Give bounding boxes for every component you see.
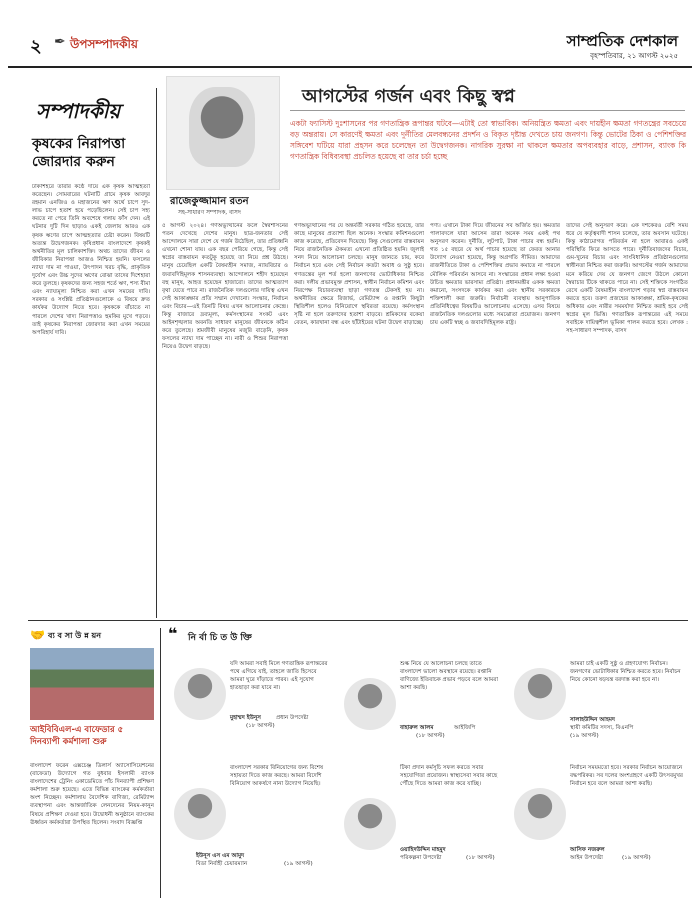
handshake-icon: 🤝 bbox=[30, 628, 45, 642]
article-col-4: তাদের সেই অনুসরণ করে। এক দশকেরও বেশি সময় ধরে যে কর্তৃত্ববাদী শাসন চলেছে, তার অবসান ঘটেছে। কিন্তু কাঠামোগত পরিবর্তন না হলে আবারও একই পরিস্থিতি ফিরে আসতে পারে। দুর্নীতিবাজদের বিচার, গুম-খুনের বিচার এবং সাংবিধানিক প্রতিষ্ঠানগুলোর স্বাধীনতা নিশ্চিত করা জরুরি। আগস্টের গর্জন আমাদের মনে করিয়ে দেয় যে জনগণ জেগে উঠলে কোনো স্বৈরাচার টিকে থাকতে পারে না। সেই শক্তিকে সংগঠিত রেখে একটি বৈষম্যহীন বাংলাদেশ গড়ার স্বপ্ন বাস্তবায়ন করতে হবে। তরুণ প্রজন্মের আকাঙ্ক্ষা, শ্রমিক-কৃষকের অধিকার এবং নারীর সমমর্যাদা নিশ্চিত করাই হবে সেই স্বপ্নের মূল ভিত্তি। গণতান্ত্রিক রূপান্তরের এই সময়ে সবাইকে দায়িত্বশীল ভূমিকা পালন করতে হবে। লেখক : সহ-সাধারণ সম্পাদক, বাসদ bbox=[566, 223, 688, 335]
quote-2-date: (১৮ আগস্ট) bbox=[416, 733, 445, 739]
quote-2-role: আইজিপি bbox=[454, 725, 476, 731]
newspaper-name: সাম্প্রতিক দেশকাল bbox=[566, 32, 678, 50]
article-lead: একটা ফ্যাসিস্ট দুঃশাসনের পর গণতান্ত্রিক রূপান্তর ঘটবে—এটাই তো স্বাভাবিক। অনিয়ন্ত্রিত ক্ষমতা এবং দায়হীন ক্ষমতা গণতন্ত্রের সবচেয়ে বড় অন্তরায়। সে কারণেই ক্ষমতা এবং দুর্নীতির মেলবন্ধনের প্রদর্শন ও বিকৃত দৃষ্টান্ত দেখতে চায় জনগণ। কিন্তু ভোটের ঠিকা ও পেশিশক্তির সঙ্গিবেশ ঘটিয়ে যারা প্রহসন করে চলেছেন তা উদ্বেগজনক। নাগরিক সুরক্ষা না থাকলে ক্ষমতার অপব্যবহার বাড়ে, প্রশাসন, ব্যাংক কি গণতান্ত্রিক বিধিব্যবস্থা প্রচলিত হয়েছে বা তার চর্চা হচ্ছে bbox=[290, 119, 686, 161]
quote-2-text: শুল্ক নিয়ে যে আলোচনা চলছে তাতে বাংলাদেশ ভালো অবস্থানে রয়েছে। রপ্তানি বাণিজ্যে ইতিবাচক প্রভাব পড়বে বলে আমরা আশা করছি। bbox=[400, 661, 498, 691]
quote-2-photo bbox=[344, 678, 396, 730]
quote-1-date: (১৮ আগস্ট) bbox=[246, 723, 275, 729]
quote-6-role: আইন উপদেষ্টা bbox=[570, 855, 603, 861]
page-number: ২ bbox=[30, 36, 42, 57]
quote-5-date: (১৮ আগস্ট) bbox=[466, 855, 495, 861]
quote-6-name: আসিফ নজরুল bbox=[570, 847, 605, 853]
quote-3-photo bbox=[514, 668, 566, 720]
author-name: রাজেকুজ্জামান রতন bbox=[170, 196, 249, 207]
page-header bbox=[8, 30, 692, 64]
middle-rule bbox=[28, 620, 688, 621]
quote-1-photo bbox=[174, 668, 226, 720]
title-rule bbox=[290, 110, 685, 111]
quote-6-photo bbox=[514, 788, 566, 840]
editorial-masthead: সম্পাদকীয় bbox=[36, 99, 121, 123]
article-title: আগস্টের গর্জন এবং কিছু স্বপ্ন bbox=[302, 86, 515, 107]
quote-1-role: প্রধান উপদেষ্টা bbox=[276, 715, 309, 721]
quote-mark-icon: ❝ bbox=[168, 624, 178, 643]
quote-5-photo bbox=[344, 798, 396, 850]
business-section-label: ব্য ব সা উ ন্ন য়ন bbox=[48, 631, 102, 640]
issue-date: বৃহস্পতিবার, ২১ আগস্ট ২০২৫ bbox=[590, 52, 678, 60]
author-role: সহ-সাধারণ সম্পাদক, বাসদ bbox=[178, 210, 241, 216]
author-photo bbox=[166, 76, 280, 190]
business-section bbox=[28, 628, 158, 898]
editorial-column bbox=[28, 95, 153, 615]
quote-4-role: বিডা নির্বাহী চেয়ারম্যান bbox=[196, 861, 248, 867]
editorial-divider bbox=[156, 88, 157, 618]
editorial-title: কৃষকের নিরাপত্তা জোরদার করুন bbox=[32, 136, 126, 170]
pen-icon: ✒ bbox=[54, 34, 66, 50]
business-divider bbox=[160, 628, 161, 898]
quote-4-photo bbox=[174, 788, 226, 840]
quote-3-text: আমরা চাই একটি সুষ্ঠু ও গ্রহণযোগ্য নির্বাচন। জনগণের ভোটাধিকার নিশ্চিত করতে হবে। নির্বাচন নিয়ে কোনো ষড়যন্ত্র বরদাস্ত করা হবে না। bbox=[570, 661, 681, 683]
quote-3-role: স্থায়ী কমিটির সদস্য, বিএনপি bbox=[570, 725, 634, 731]
business-body: বাংলাদেশ ফরেন এক্সচেঞ্জ ডিলার্স অ্যাসোসিয়েশনের (বাফেডা) উদ্যোগে গত বুধবার ইসলামী ব্যাংক বাংলাদেশের ট্রেনিং একাডেমিতে পাঁচ দিনব্যাপী প্রশিক্ষণ কর্মশালা শুরু হয়েছে। এতে বিভিন্ন ব্যাংকের কর্মকর্তারা অংশ নিচ্ছেন। কর্মশালায় বৈদেশিক বাণিজ্য, রেমিট্যান্স ব্যবস্থাপনা এবং আন্তর্জাতিক লেনদেনের নিয়ম-কানুন বিষয়ে প্রশিক্ষণ দেওয়া হবে। উদ্বোধনী অনুষ্ঠানে ব্যাংকের ঊর্ধ্বতন কর্মকর্তারা উপস্থিত ছিলেন। সংবাদ বিজ্ঞপ্তি bbox=[30, 763, 154, 826]
quote-1-text: যদি আমরা সবাই মিলে গণতান্ত্রিক রূপান্তরের পথে এগিয়ে যাই, তাহলে জাতি হিসেবে আমরা ঘুরে দাঁড়াতে পারব। এই সুযোগ হাতছাড়া করা যাবে না। bbox=[230, 661, 328, 691]
quotes-section-label: নি র্বা চি ত উ ক্তি bbox=[188, 633, 252, 643]
quote-2-name: বাহারুল আলম bbox=[400, 725, 434, 731]
article-col-2: গণঅভ্যুত্থানের পর যে অন্তর্বর্তী সরকার গঠিত হয়েছে, তার কাছে মানুষের প্রত্যাশা ছিল অনেক। সংস্কার কমিশনগুলো কাজ করেছে, প্রতিবেদন দিয়েছে। কিন্তু সেগুলোর বাস্তবায়ন নিয়ে রাজনৈতিক ঐকমত্য এখনো প্রতিষ্ঠিত হয়নি। জুলাই সনদ নিয়ে আলোচনা চলছে। মানুষ জানতে চায়, কবে নির্বাচন হবে এবং সেই নির্বাচন কতটা অবাধ ও সুষ্ঠু হবে। গণতন্ত্রের মূল শর্ত হলো জনগণের ভোটাধিকার নিশ্চিত করা। দলীয় প্রভাবমুক্ত প্রশাসন, স্বাধীন নির্বাচন কমিশন এবং নিরপেক্ষ বিচারব্যবস্থা ছাড়া গণতন্ত্র টেকসই হয় না। অর্থনীতির ক্ষেত্রে রিজার্ভ, রেমিট্যান্স ও রপ্তানি কিছুটা স্থিতিশীল হলেও বিনিয়োগে স্থবিরতা রয়েছে। কর্মসংস্থান সৃষ্টি না হলে তরুণদের হতাশা বাড়বে। শ্রমিকদের বকেয়া বেতন, কারখানা বন্ধ এবং ছাঁটাইয়ের ঘটনা উদ্বেগ বাড়াচ্ছে। bbox=[294, 223, 424, 327]
quote-5-text: টিকা প্রদান কর্মসূচি সফল করতে সবার সহযোগিতা প্রয়োজন। স্বাস্থ্যসেবা সবার কাছে পৌঁছে দিতে আমরা কাজ করে যাচ্ছি। bbox=[400, 765, 498, 787]
quote-5-name: ওয়াহিদউদ্দিন মাহমুদ bbox=[400, 847, 446, 853]
article-col-3: পণ্য। এখানে টাকা দিয়ে জীবনের সব অর্জিত হয়। ক্ষমতার পালাবদলে যারা আসেন তারা অনেক সময় একই পথ অনুসরণ করেন। দুর্নীতি, লুটপাট, টাকা পাচার বন্ধ হয়নি। গত ১৫ বছরে যে অর্থ পাচার হয়েছে তা ফেরত আনার উদ্যোগ নেওয়া হয়েছে, কিন্তু অগ্রগতি সীমিত। আমাদের রাজনীতিতে টাকা ও পেশিশক্তির প্রভাব কমাতে না পারলে মৌলিক পরিবর্তন আসবে না। সংস্কারের প্রধান লক্ষ্য হওয়া উচিত ক্ষমতার ভারসাম্য প্রতিষ্ঠা। প্রধানমন্ত্রীর একক ক্ষমতা কমানো, সংসদকে কার্যকর করা এবং স্থানীয় সরকারকে শক্তিশালী করা জরুরি। নির্বাচনী ব্যবস্থায় আনুপাতিক প্রতিনিধিত্বের বিষয়টিও আলোচনায় এসেছে। এসব বিষয়ে রাজনৈতিক দলগুলোর মধ্যে সমঝোতা প্রয়োজন। জনগণ চায় একটি স্বচ্ছ ও জবাবদিহিমূলক রাষ্ট্র। bbox=[430, 223, 560, 327]
quote-6-date: (১৯ আগস্ট) bbox=[622, 855, 651, 861]
quote-1-name: মুহাম্মদ ইউনূস bbox=[230, 715, 262, 721]
quote-4-date: (১৯ আগস্ট) bbox=[284, 861, 313, 867]
article-col-1: ৫ আগস্ট ২০২৪। গণঅভ্যুত্থানের ফলে স্বৈরশাসনের পতন দেখেছে দেশের মানুষ। ছাত্র-জনতার সেই আন্দোলনে সারা দেশে যে গর্জন উঠেছিল, তার প্রতিধ্বনি এখনো শোনা যায়। এক বছর পেরিয়ে গেছে, কিন্তু সেই স্বপ্নের বাস্তবায়ন কতটুকু হয়েছে তা নিয়ে প্রশ্ন উঠছে। মানুষ চেয়েছিল একটি বৈষম্যহীন সমাজ, ন্যায়বিচার ও জবাবদিহিমূলক শাসনব্যবস্থা। আন্দোলনে শহীদ হয়েছেন বহু মানুষ, আহত হয়েছেন হাজারো। তাদের আত্মত্যাগ বৃথা যেতে পারে না। রাজনৈতিক দলগুলোর দায়িত্ব এখন সেই আকাঙ্ক্ষার প্রতি সম্মান দেখানো। সংস্কার, নির্বাচন এবং বিচার—এই তিনটি বিষয় এখন আলোচনার কেন্দ্রে। কিন্তু বাজারে দ্রব্যমূল্য, কর্মসংস্থানের সংকট এবং আইনশৃঙ্খলার অবনতি সাধারণ মানুষের জীবনকে কঠিন করে তুলেছে। শ্রমজীবী মানুষের মজুরি বাড়েনি, কৃষক ফসলের ন্যায্য দাম পাচ্ছেন না। নারী ও শিশুর নিরাপত্তা নিয়েও উদ্বেগ বাড়ছে। bbox=[162, 223, 288, 351]
quote-4-text: বাংলাদেশ সরকার বিনিয়োগের জন্য বিশেষ সহায়তা দিতে কাজ করছে। আমরা বিদেশি বিনিয়োগ আকর্ষণে নানা উদ্যোগ নিয়েছি। bbox=[230, 765, 324, 787]
editorial-body: ঢাকাশহরে তারার কণ্ঠে দায়ে এক কৃষক আত্মহত্যা করেছেন। সোমবারের ঘটনাটি গ্রামে কৃষক আবদুর রহমান এনজিও ও মহাজনের ঋণ অর্থে চাপে সুদ-লাভ চাপে হতাশ হয়ে পড়েছিলেন। সেই চাপ সহ্য করতে না পেরে তিনি অবশেষে গলায় ফাঁস দেন। এই ঘটনার দুটি দিন ছাড়াও একই জেলায় আরও এক কৃষক ঋণের চাপে আত্মহত্যার চেষ্টা করেন। বিষয়টি অত্যন্ত উদ্বেগজনক। কৃষিপ্রধান বাংলাদেশে কৃষকই অর্থনীতির মূল চালিকাশক্তি। অথচ তাদের জীবন ও জীবিকার নিরাপত্তা আজও নিশ্চিত হয়নি। ফসলের ন্যায্য দাম না পাওয়া, উৎপাদন খরচ বৃদ্ধি, প্রাকৃতিক দুর্যোগ এবং উচ্চ সুদের ঋণের বোঝা তাদের দিশেহারা করে তুলছে। কৃষকদের জন্য সহজ শর্তে ঋণ, শস্য বীমা এবং ন্যায্যমূল্য নিশ্চিত করা এখন সময়ের দাবি। সরকার ও সংশ্লিষ্ট প্রতিষ্ঠানগুলোকে এ বিষয়ে দ্রুত কার্যকর উদ্যোগ নিতে হবে। কৃষককে বাঁচাতে না পারলে দেশের খাদ্য নিরাপত্তাও হুমকির মুখে পড়বে। তাই কৃষকের নিরাপত্তা জোরদার করা এখন সময়ের অপরিহার্য দাবি। bbox=[32, 184, 150, 336]
business-photo bbox=[30, 648, 154, 720]
quote-5-role: পরিকল্পনা উপদেষ্টা bbox=[400, 855, 442, 861]
business-title: আইবিবিএল-এ বাফেডার ৫ দিনব্যাপী কর্মশালা শুরু bbox=[30, 725, 124, 747]
header-rule bbox=[8, 66, 692, 68]
quote-3-date: (১৯ আগস্ট) bbox=[570, 733, 599, 739]
quote-4-name: ইউনূস এস এম আমুদ bbox=[196, 853, 245, 859]
section-label: উপসম্পাদকীয় bbox=[70, 37, 139, 51]
quote-6-text: নির্বাচন সময়মতো হবে। সরকার নির্বাচন আয়োজনে বদ্ধপরিকর। সব দলের অংশগ্রহণে একটি উৎসবমুখর নির্বাচন হবে বলে আমরা আশা করছি। bbox=[570, 765, 683, 787]
quotes-section bbox=[166, 624, 690, 898]
quote-3-name: সালাহউদ্দিন আহমদ bbox=[570, 717, 615, 723]
